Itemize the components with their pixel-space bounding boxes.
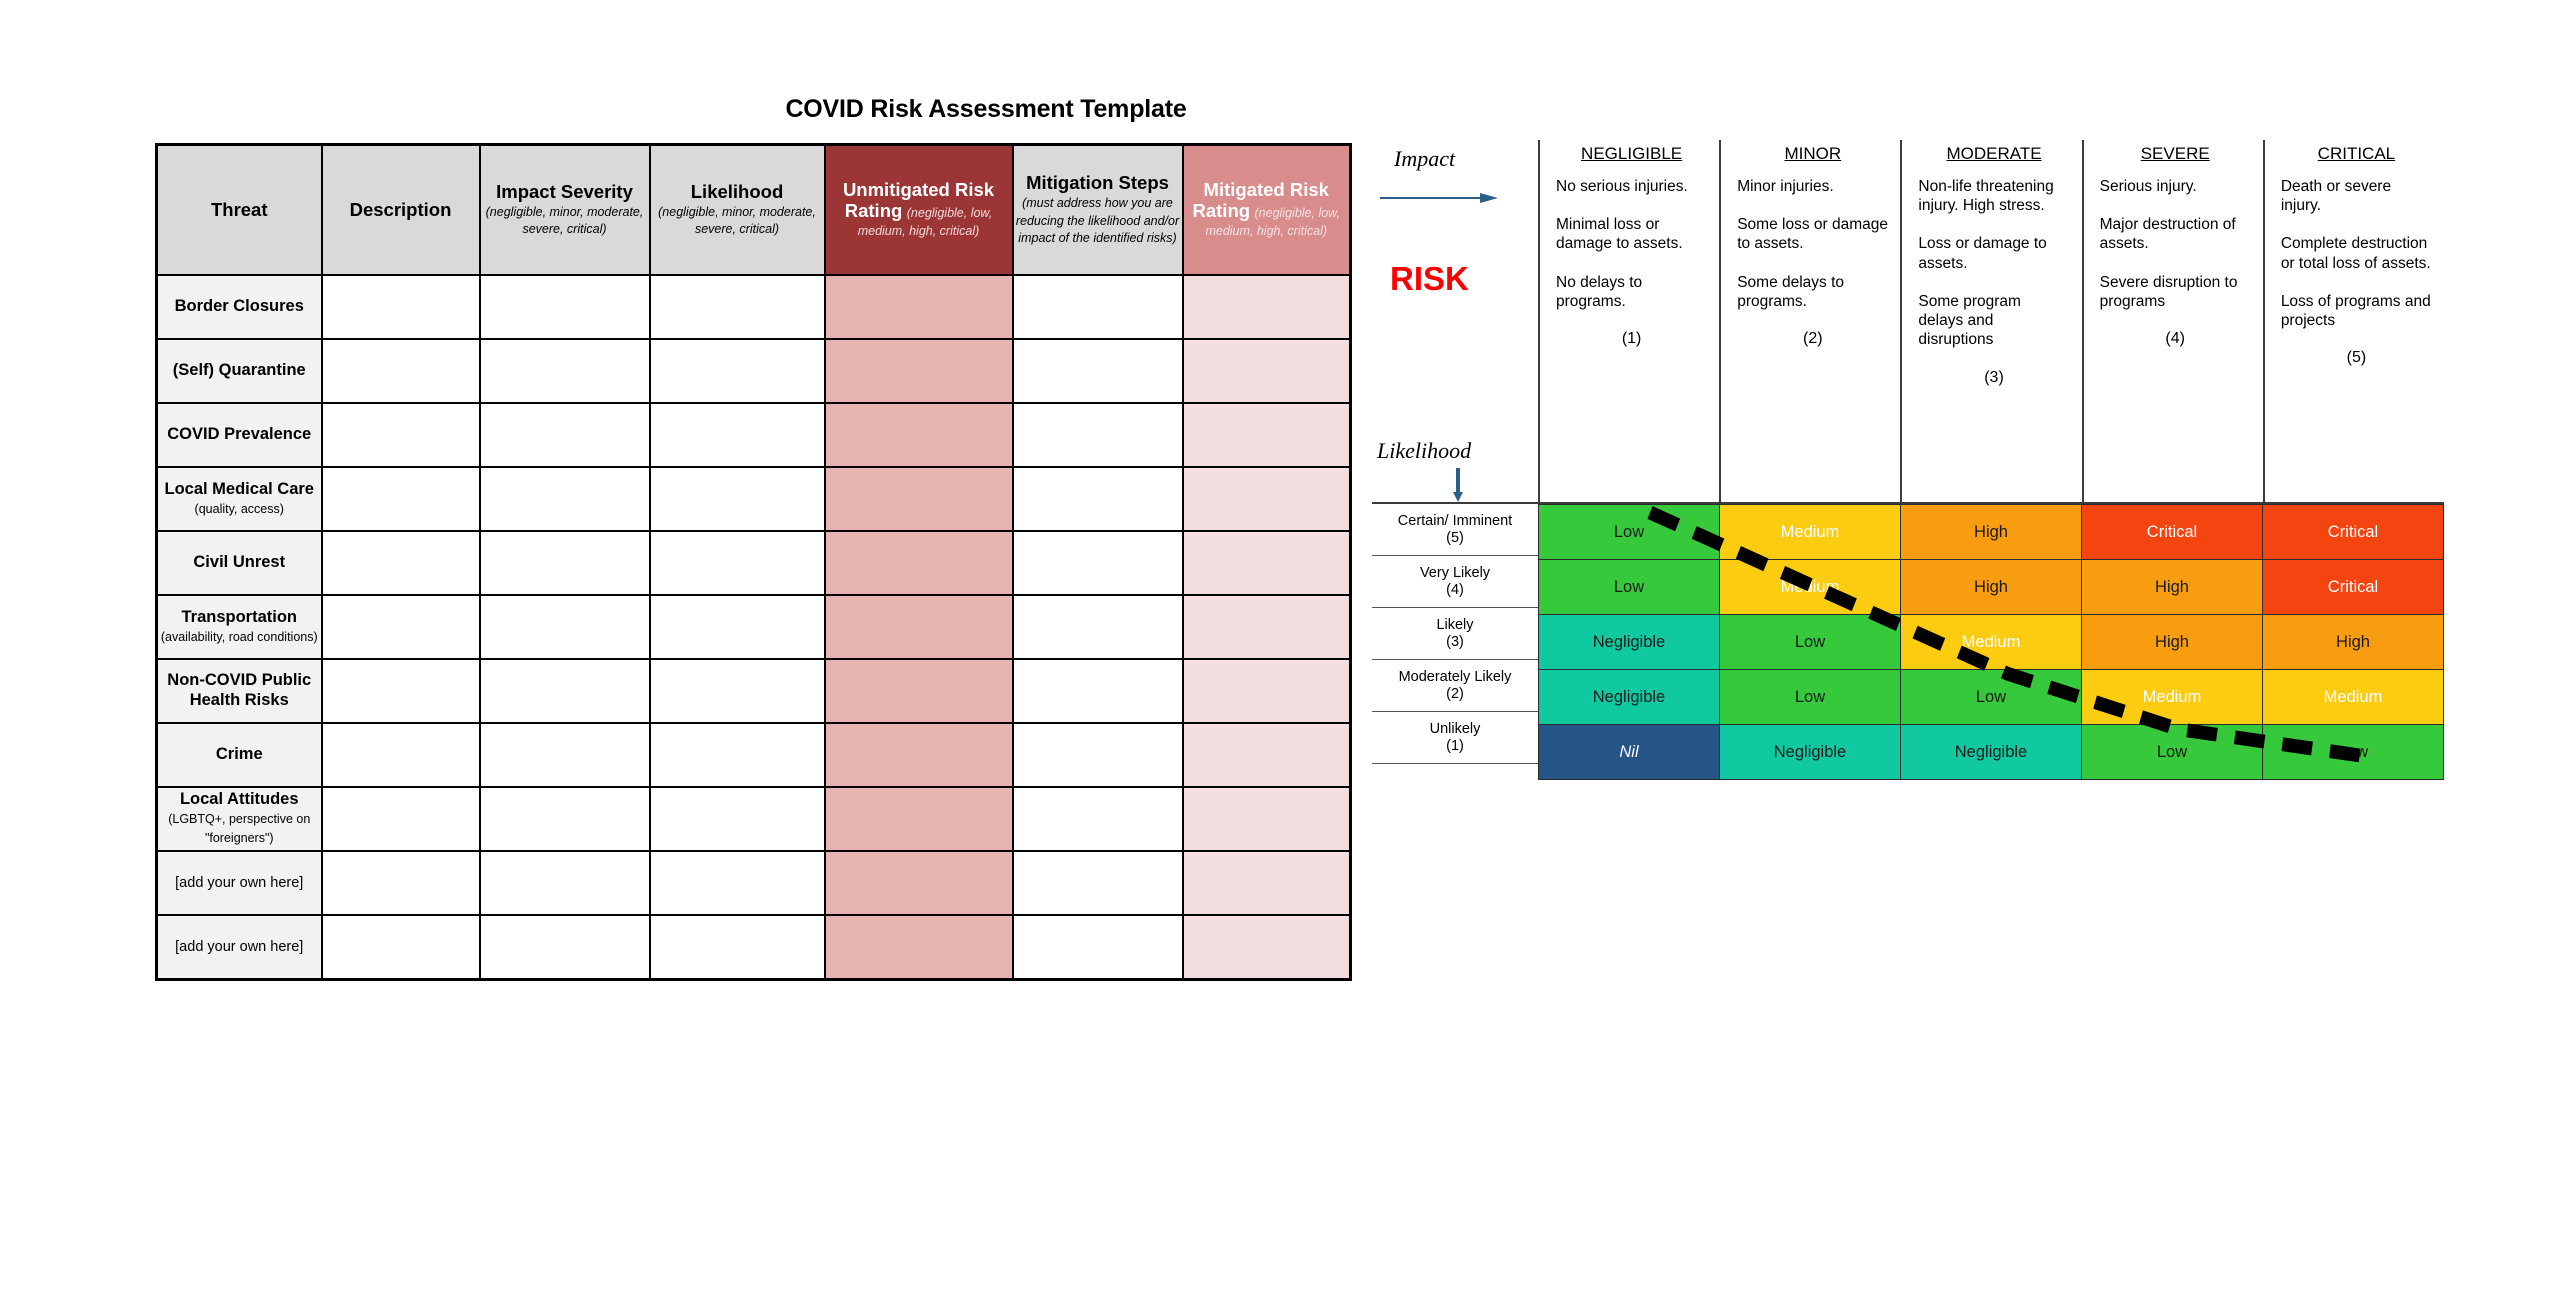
likelihood-cell[interactable]: [650, 595, 825, 659]
risk-matrix-cell[interactable]: Low: [1539, 505, 1720, 560]
mitigated-risk-rating-cell[interactable]: [1183, 467, 1351, 531]
impact-level-column-negligible: [1538, 140, 1719, 502]
risk-matrix-cell[interactable]: Critical: [2263, 505, 2444, 560]
likelihood-level-number: (5): [1446, 529, 1464, 546]
unmitigated-risk-rating-cell[interactable]: [825, 787, 1013, 851]
mitigated-risk-rating-cell[interactable]: [1183, 531, 1351, 595]
impact-severity-cell[interactable]: [480, 403, 650, 467]
mitigation-steps-cell[interactable]: [1013, 915, 1183, 980]
column-header-likelihood: Likelihood (negligible, minor, moderate, severe, critical): [650, 145, 825, 276]
likelihood-level-1: [1372, 712, 1538, 764]
mitigation-steps-cell[interactable]: [1013, 531, 1183, 595]
likelihood-level-name: Likely: [1436, 616, 1474, 633]
risk-matrix-cell[interactable]: Low: [2082, 725, 2263, 780]
table-row: [157, 275, 1351, 339]
unmitigated-risk-rating-cell[interactable]: [825, 659, 1013, 723]
impact-description: Minimal loss or damage to assets.: [1556, 216, 1683, 253]
column-header-description: Description: [322, 145, 480, 276]
description-cell[interactable]: [322, 659, 480, 723]
risk-matrix-cell[interactable]: Negligible: [1901, 725, 2082, 780]
risk-matrix-cell[interactable]: High: [2082, 615, 2263, 670]
impact-description: Some delays to programs.: [1737, 273, 1845, 310]
impact-severity-cell[interactable]: [480, 467, 650, 531]
mitigated-risk-rating-cell[interactable]: [1183, 403, 1351, 467]
threat-label: Local Attitudes: [179, 790, 299, 809]
table-row: [157, 339, 1351, 403]
threat-label: (Self) Quarantine: [172, 361, 306, 380]
table-row: [157, 595, 1351, 659]
threat-label: [add your own here]: [175, 874, 304, 891]
risk-matrix-impact-header: [1372, 140, 2444, 504]
impact-description: No delays to programs.: [1556, 273, 1643, 310]
likelihood-level-number: (3): [1446, 633, 1464, 650]
risk-matrix-cell[interactable]: High: [1901, 560, 2082, 615]
impact-description: Major destruction of assets.: [2099, 216, 2236, 253]
likelihood-cell[interactable]: [650, 915, 825, 980]
description-cell[interactable]: [322, 595, 480, 659]
unmitigated-risk-rating-cell[interactable]: [825, 339, 1013, 403]
mitigation-steps-cell[interactable]: [1013, 275, 1183, 339]
mitigated-risk-rating-cell[interactable]: [1183, 723, 1351, 787]
description-cell[interactable]: [322, 531, 480, 595]
impact-level-title: SEVERE: [2140, 144, 2210, 163]
impact-severity-cell[interactable]: [480, 275, 650, 339]
impact-severity-cell[interactable]: [480, 915, 650, 980]
impact-level-number: (5): [2346, 349, 2367, 367]
impact-level-descriptions: [1918, 177, 2069, 350]
impact-level-descriptions: [2100, 177, 2251, 311]
risk-matrix-row: [1539, 615, 2444, 670]
mitigation-steps-cell[interactable]: [1013, 787, 1183, 851]
mitigated-risk-rating-cell[interactable]: [1183, 787, 1351, 851]
impact-level-column-minor: [1719, 140, 1900, 502]
table-row: [157, 723, 1351, 787]
impact-level-number: (1): [1621, 330, 1642, 348]
description-cell[interactable]: [322, 723, 480, 787]
table-row: [157, 659, 1351, 723]
risk-matrix-cell[interactable]: High: [2263, 615, 2444, 670]
page-title-text: COVID Risk Assessment Template: [785, 95, 1187, 123]
description-cell[interactable]: [322, 339, 480, 403]
risk-matrix-cell[interactable]: Low: [2263, 725, 2444, 780]
mitigation-steps-cell[interactable]: [1013, 659, 1183, 723]
likelihood-level-name: Moderately Likely: [1398, 668, 1512, 685]
likelihood-level-number: (1): [1446, 737, 1464, 754]
impact-severity-cell[interactable]: [480, 851, 650, 915]
impact-level-number: (3): [1984, 368, 2004, 386]
unmitigated-risk-rating-cell[interactable]: [825, 467, 1013, 531]
risk-matrix-cell[interactable]: Low: [1539, 560, 1720, 615]
likelihood-cell[interactable]: [650, 403, 825, 467]
likelihood-cell[interactable]: [650, 275, 825, 339]
threat-name-cell: [157, 787, 322, 851]
likelihood-cell[interactable]: [650, 723, 825, 787]
impact-level-title: MINOR: [1784, 144, 1842, 163]
impact-level-descriptions: [1737, 177, 1888, 311]
risk-matrix: [1372, 140, 2444, 780]
risk-matrix-row: [1539, 505, 2444, 560]
table-row: [157, 851, 1351, 915]
column-header-mitigated-risk-rating: Mitigated Risk Rating (negligible, low, medium, high, critical): [1183, 145, 1351, 276]
risk-matrix-axis-legend: [1372, 140, 1538, 502]
likelihood-cell[interactable]: [650, 339, 825, 403]
risk-matrix-cell[interactable]: Medium: [2263, 670, 2444, 725]
mitigated-risk-rating-cell[interactable]: [1183, 915, 1351, 980]
threat-label: [add your own here]: [175, 938, 304, 955]
impact-description: Some loss or damage to assets.: [1737, 216, 1888, 253]
likelihood-axis-label: Likelihood: [1377, 438, 1472, 463]
mitigation-steps-cell[interactable]: [1013, 595, 1183, 659]
threat-name-cell: [157, 723, 322, 787]
risk-matrix-cell[interactable]: High: [1901, 505, 2082, 560]
impact-description: Complete destruction or total loss of assets.: [2280, 235, 2431, 272]
threat-name-cell: [157, 339, 322, 403]
likelihood-level-3: [1372, 608, 1538, 660]
impact-severity-cell[interactable]: [480, 595, 650, 659]
impact-level-descriptions: [1556, 177, 1707, 311]
likelihood-cell[interactable]: [650, 787, 825, 851]
threat-name-cell: [157, 403, 322, 467]
likelihood-level-name: Very Likely: [1419, 564, 1491, 581]
threat-name-cell: [157, 595, 322, 659]
description-cell[interactable]: [322, 275, 480, 339]
threat-label: Local Medical Care: [164, 479, 314, 498]
threat-note: (LGBTQ+, perspective on "foreigners"): [168, 812, 311, 845]
threat-label: COVID Prevalence: [167, 425, 312, 444]
likelihood-cell[interactable]: [650, 531, 825, 595]
mitigation-steps-cell[interactable]: [1013, 339, 1183, 403]
risk-matrix-row: [1539, 670, 2444, 725]
risk-matrix-cell[interactable]: Low: [1901, 670, 2082, 725]
unmitigated-risk-rating-cell[interactable]: [825, 531, 1013, 595]
likelihood-level-name: Unlikely: [1429, 720, 1481, 737]
description-cell[interactable]: [322, 851, 480, 915]
risk-matrix-cell[interactable]: Medium: [2082, 670, 2263, 725]
risk-matrix-cell[interactable]: Critical: [2263, 560, 2444, 615]
risk-matrix-cell[interactable]: Negligible: [1539, 615, 1720, 670]
likelihood-cell[interactable]: [650, 467, 825, 531]
threat-name-cell: [157, 467, 322, 531]
threat-name-cell: [157, 915, 322, 980]
mitigated-risk-rating-cell[interactable]: [1183, 275, 1351, 339]
risk-matrix-row: [1539, 725, 2444, 780]
likelihood-level-name: Certain/ Imminent: [1397, 512, 1513, 529]
threat-note: (availability, road conditions): [160, 629, 318, 644]
likelihood-level-5: [1372, 504, 1538, 556]
table-row: [157, 787, 1351, 851]
likelihood-level-2: [1372, 660, 1538, 712]
likelihood-arrow-icon: [1452, 468, 1464, 502]
risk-matrix-cell[interactable]: Medium: [1720, 505, 1901, 560]
threat-label: Border Closures: [174, 297, 304, 316]
risk-matrix-cell[interactable]: Nil: [1539, 725, 1720, 780]
table-row: [157, 531, 1351, 595]
risk-matrix-cell[interactable]: Low: [1720, 615, 1901, 670]
risk-matrix-cell[interactable]: Critical: [2082, 505, 2263, 560]
unmitigated-risk-rating-cell[interactable]: [825, 403, 1013, 467]
mitigation-steps-cell[interactable]: [1013, 467, 1183, 531]
column-header-impact-severity: Impact Severity (negligible, minor, moderate, severe, critical): [480, 145, 650, 276]
threat-name-cell: [157, 659, 322, 723]
impact-description: No serious injuries.: [1556, 178, 1688, 195]
impact-severity-cell[interactable]: [480, 659, 650, 723]
likelihood-label-column: [1372, 504, 1538, 780]
risk-center-label: RISK: [1390, 260, 1469, 297]
impact-axis-label: Impact: [1394, 146, 1456, 171]
threat-note: (quality, access): [194, 501, 284, 516]
risk-matrix-cell[interactable]: Negligible: [1539, 670, 1720, 725]
likelihood-cell[interactable]: [650, 659, 825, 723]
impact-level-number: (2): [1803, 330, 1823, 348]
likelihood-cell[interactable]: [650, 851, 825, 915]
column-header-mitigation-steps: Mitigation Steps (must address how you are reducing the likelihood and/or impact of the identified risks): [1013, 145, 1183, 276]
page-title: [0, 95, 2560, 124]
impact-level-title: CRITICAL: [2317, 144, 2396, 163]
description-cell[interactable]: [322, 467, 480, 531]
impact-description: Minor injuries.: [1737, 178, 1834, 195]
threat-label: Crime: [215, 745, 263, 764]
risk-matrix-cell[interactable]: High: [2082, 560, 2263, 615]
column-header-threat: Threat: [157, 145, 322, 276]
risk-matrix-cell[interactable]: Low: [1720, 670, 1901, 725]
mitigation-steps-cell[interactable]: [1013, 403, 1183, 467]
table-header-row: [157, 145, 1351, 276]
description-cell[interactable]: [322, 403, 480, 467]
risk-matrix-cells: [1538, 504, 2444, 780]
impact-level-title: MODERATE: [1946, 144, 2042, 163]
impact-description: Some program delays and disruptions: [1918, 292, 2021, 349]
impact-arrow-icon: [1380, 192, 1498, 204]
impact-description: Death or severe injury.: [2280, 178, 2392, 215]
impact-level-title: NEGLIGIBLE: [1581, 144, 1683, 163]
description-cell[interactable]: [322, 787, 480, 851]
impact-level-column-critical: [2263, 140, 2444, 502]
risk-matrix-cell[interactable]: Negligible: [1720, 725, 1901, 780]
impact-severity-cell[interactable]: [480, 531, 650, 595]
mitigated-risk-rating-cell[interactable]: [1183, 659, 1351, 723]
impact-level-column-moderate: [1900, 140, 2081, 502]
mitigated-risk-rating-cell[interactable]: [1183, 851, 1351, 915]
mitigation-steps-cell[interactable]: [1013, 723, 1183, 787]
risk-matrix-row: [1539, 560, 2444, 615]
likelihood-level-number: (4): [1446, 581, 1464, 598]
impact-level-descriptions: [2281, 177, 2432, 330]
threat-name-cell: [157, 275, 322, 339]
impact-description: Serious injury.: [2099, 178, 2197, 195]
threat-assessment-table: [155, 143, 1349, 981]
risk-matrix-cell[interactable]: Medium: [1720, 560, 1901, 615]
impact-severity-cell[interactable]: [480, 787, 650, 851]
impact-level-number: (4): [2165, 330, 2185, 348]
impact-description: Non-life threatening injury. High stress.: [1918, 178, 2054, 215]
threat-label: Transportation: [181, 607, 297, 626]
unmitigated-risk-rating-cell[interactable]: [825, 595, 1013, 659]
impact-description: Severe disruption to programs: [2099, 273, 2238, 310]
impact-severity-cell[interactable]: [480, 723, 650, 787]
likelihood-level-number: (2): [1446, 685, 1464, 702]
unmitigated-risk-rating-cell[interactable]: [825, 851, 1013, 915]
unmitigated-risk-rating-cell[interactable]: [825, 915, 1013, 980]
impact-description: Loss or damage to assets.: [1918, 235, 2047, 272]
unmitigated-risk-rating-cell[interactable]: [825, 723, 1013, 787]
unmitigated-risk-rating-cell[interactable]: [825, 275, 1013, 339]
threat-label: Civil Unrest: [193, 553, 286, 572]
threat-label: Non-COVID Public Health Risks: [167, 671, 312, 709]
risk-matrix-cell[interactable]: Medium: [1901, 615, 2082, 670]
mitigation-steps-cell[interactable]: [1013, 851, 1183, 915]
description-cell[interactable]: [322, 915, 480, 980]
threat-name-cell: [157, 531, 322, 595]
column-header-unmitigated-risk-rating: Unmitigated Risk Rating (negligible, low, medium, high, critical): [825, 145, 1013, 276]
impact-description: Loss of programs and projects: [2280, 292, 2431, 330]
mitigated-risk-rating-cell[interactable]: [1183, 339, 1351, 403]
threat-name-cell: [157, 851, 322, 915]
impact-severity-cell[interactable]: [480, 339, 650, 403]
likelihood-level-4: [1372, 556, 1538, 608]
table-row: [157, 403, 1351, 467]
impact-level-column-severe: [2082, 140, 2263, 502]
mitigated-risk-rating-cell[interactable]: [1183, 595, 1351, 659]
table-row: [157, 467, 1351, 531]
table-row: [157, 915, 1351, 980]
